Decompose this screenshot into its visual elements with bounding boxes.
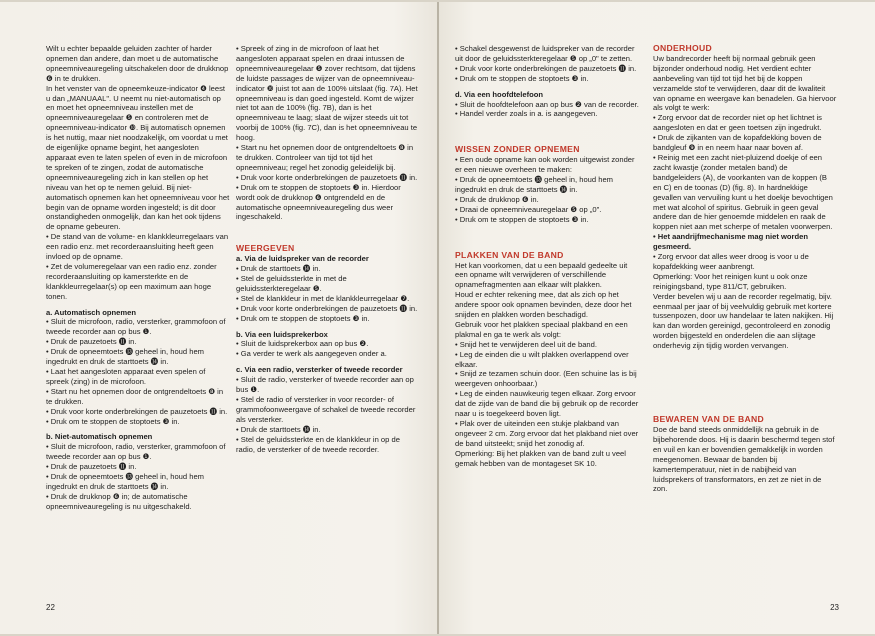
bullet-item: • Zorg ervoor dat alles weer droog is voor u de kopafdekking weer aanbrengt. xyxy=(653,252,809,271)
bullet-item: • Leg de einden nauwkeurig tegen elkaar. Zorg ervoor dat de zijde van de band die bij gebruik op de recorder naar u is toegekeerd boven ligt. xyxy=(455,389,639,419)
paragraph: Uw bandrecorder heeft bij normaal gebruik geen bijzonder onderhoud nodig. Het verdient echter aanbeveling van tijd tot tijd het bij de koppen verzamelde stof te verwijderen, daar dit de kwaliteit van opname en weergave kan benadelen. Ga hiervoor als volgt te werk: xyxy=(653,53,837,113)
section-title-plakken: PLAKKEN VAN DE BAND xyxy=(455,249,564,260)
bullet-item: • Snijd het te verwijderen deel uit de band. xyxy=(455,339,597,349)
left-column-1 xyxy=(46,44,230,512)
bullet-item: • Draai de opneemniveauregelaar ❺ op „0". xyxy=(455,204,602,214)
bullet-item: • Stel de geluidssterkte en de klankkleur in op de radio, de versterker of de tweede recorder. xyxy=(236,434,400,454)
subheading-luidsprekerbox: b. Via een luidsprekerbox xyxy=(236,329,328,339)
bullet-item: • Druk om te stoppen de stoptoets ❸ in. xyxy=(236,313,370,323)
bullet-item: • Sluit de radio, versterker of tweede recorder aan op bus ❶. xyxy=(236,375,414,395)
bullet-item: • Schakel desgewenst de luidspreker van de recorder uit door de geluidssterkteregelaar ❺ op „0" te zetten. xyxy=(455,44,635,63)
bullet-item: • Druk om te stoppen de stoptoets ❸ in. xyxy=(46,416,180,426)
bullet-item: • Druk om te stoppen de stoptoets ❸ in. xyxy=(455,214,589,224)
bullet-item: • Laat het aangesloten apparaat even spelen of spreek (zing) in de microfoon. xyxy=(46,367,206,386)
right-column-2 xyxy=(653,44,837,494)
bullet-warning: • Het aandrijfmechanisme mag niet worden gesmeerd. xyxy=(653,232,808,252)
bullet-item: • Druk om te stoppen de stoptoets ❸ in. xyxy=(455,73,589,83)
bullet-item: • Druk voor korte onderbrekingen de pauzetoets ⓫ in. xyxy=(455,63,637,73)
subheading-luidspreker: a. Via de luidspreker van de recorder xyxy=(236,254,369,264)
bullet-item: • Druk voor korte onderbrekingen de pauzetoets ⓫ in. xyxy=(46,406,228,416)
paragraph: Wilt u echter bepaalde geluiden zachter of harder opnemen dan andere, dan moet u de automatische opneemniveauregeling uitschakelen door de drukknop ❻ in te drukken. xyxy=(46,44,229,83)
bullet-item: • Sluit de luidsprekerbox aan op bus ❷. xyxy=(236,339,369,349)
bullet-item: • Sluit de microfoon, radio, versterker, grammofoon of tweede recorder aan op bus ❶. xyxy=(46,442,226,462)
bullet-item: • Plak over de uiteinden een stukje plakband van ongeveer 2 cm. Zorg ervoor dat het plakband niet over de band uitsteekt; snijd het zonodig af. xyxy=(455,419,639,448)
bullet-item: • Druk de opneemtoets ⓭ geheel in, houd hem ingedrukt en druk de starttoets ⓮ in. xyxy=(46,472,205,491)
bullet-item: • Een oude opname kan ook worden uitgewist zonder er een nieuwe overheen te maken: xyxy=(455,155,635,175)
section-title-bewaren: BEWAREN VAN DE BAND xyxy=(653,414,765,425)
bullet-item: • Druk de starttoets ⓮ in. xyxy=(236,424,321,434)
bullet-item: • Start nu het opnemen door de ontgrendeltoets ❽ in te drukken. xyxy=(46,386,224,406)
paragraph: Doe de band steeds onmiddellijk na gebruik in de bijbehorende doos. Hij is daarin beschermd tegen stof en vuil en kan er bovendien gemakkelijk in worden meegenomen. Bewaar de banden bij kamertemperatuur, niet in de nabijheid van luidsprekers of transformators, en zet ze niet in de zon. xyxy=(653,425,835,494)
bullet-item: • Druk de drukknop ❻ in. xyxy=(455,194,539,204)
section-title-weergeven: WEERGEVEN xyxy=(236,243,295,254)
bullet-item: • Druk de pauzetoets ⓫ in. xyxy=(46,337,137,347)
page-number-left: 22 xyxy=(46,603,55,612)
paragraph: Het kan voorkomen, dat u een bepaald gedeelte uit een opname wilt verwijderen of verschillende opnamefragmenten aan elkaar wilt plakken. xyxy=(455,260,628,290)
paragraph: In het venster van de opneemkeuze-indicator ❹ leest u dan „MANUAAL". U neemt nu niet-automatisch op en moet het opneemniveau instellen met de opneemniveauregelaar ❺ en controleren met de opneemniveau-indicator ❿. Bij automatisch opnemen is het nuttig, maar niet noodzakelijk, om voordat u met de eigenlijke opname begint, het aangesloten apparaat even te laten spelen of even in de microfoon te spreken of te zingen, zodat de automatische opneemniveauregeling zich in kan stellen op het niveau van het op te nemen geluid. Bij niet-automatisch opnemen kan het opneemniveau voor het begin van de opname worden ingesteld; is dit door onstandigheden onmogelijk, dan kan het ook tijdens de opname gebeuren. xyxy=(46,83,230,232)
bullet-item: • Zorg ervoor dat de recorder niet op het lichtnet is aangesloten en dat er geen toetsen zijn ingedrukt. xyxy=(653,113,822,133)
right-page xyxy=(439,2,875,634)
bullet-item: • Druk de opneemtoets ⓭ geheel in, houd hem ingedrukt en druk de starttoets ⓮ in. xyxy=(46,347,205,367)
note: Opmerking: Bij het plakken van de band zult u veel gemak hebben van de montageset SK 10. xyxy=(455,448,626,468)
paragraph: Houd er echter rekening mee, dat als zich op het andere spoor ook opnamen bevinden, deze door het snijden en plakken worden beschadigd. xyxy=(455,290,632,320)
subheading-niet-automatisch: b. Niet-automatisch opnemen xyxy=(46,432,153,442)
bullet-item: • Handel verder zoals in a. is aangegeven. xyxy=(455,109,598,119)
bullet-item: • Sluit de microfoon, radio, versterker, grammofoon of tweede recorder aan op bus ❶. xyxy=(46,317,226,337)
section-title-wissen: WISSEN ZONDER OPNEMEN xyxy=(455,144,580,155)
bullet-item: • Druk de starttoets ⓮ in. xyxy=(236,264,321,274)
paragraph: Verder bevelen wij u aan de recorder regelmatig, bijv. eenmaal per jaar of bij veelvuldig gebruik met kortere tussenpozen, door uw handelaar te laten nakijken. Hij kan dan worden gereinigd, gecontroleerd en zonodig worden bijgesteld en onderdelen die aan slijtage onderhevig zijn tijdig worden vervangen. xyxy=(653,291,834,351)
right-column-1 xyxy=(455,44,639,469)
bullet-item: • Stel de klankkleur in met de klankkleurregelaar ❼. xyxy=(236,293,410,303)
left-column-2 xyxy=(236,44,420,454)
bullet-item: • Druk voor korte onderbrekingen de pauzetoets ⓫ in. xyxy=(236,172,418,182)
subheading-hoofdtelefoon: d. Via een hoofdtelefoon xyxy=(455,89,544,99)
section-title-onderhoud: ONDERHOUD xyxy=(653,43,713,53)
note: Opmerking: Voor het reinigen kunt u ook onze reinigingsband, type 811/CT, gebruiken. xyxy=(653,271,808,291)
bullet-item: • Druk de pauzetoets ⓫ in. xyxy=(46,462,137,472)
bullet-item: • Start nu het opnemen door de ontgrendeltoets ❽ in te drukken. Controleer van tijd tot tijd het opneemniveau; regel het zonodig geleidelijk bij. xyxy=(236,143,414,172)
bullet-item: • Spreek of zing in de microfoon of laat het aangesloten apparaat spelen en draai intussen de opneemniveauregelaar ❺ zover rechtsom, dat tijdens de luidste passages de wijzer van de opneemniveau-indicator ❿ juist tot aan de 100% uitslaat (fig. 7A). Het opneemniveau is dan goed ingesteld. Komt de wijzer niet tot aan de 100% (fig. 7B), dan is het opneemniveau te laag; slaat de wijzer steeds uit tot voorbij de 100% (fig. 7C), dan is het opneemniveau te hoog. xyxy=(236,44,418,143)
left-page xyxy=(0,2,437,634)
bullet-item: • Stel de geluidssterkte in met de geluidssterkteregelaar ❺. xyxy=(236,274,347,293)
page-number-right: 23 xyxy=(830,603,839,612)
bullet-item: • Druk de zijkanten van de kopafdekking boven de bandgleuf ❾ in en neem haar naar boven af. xyxy=(653,133,822,153)
bullet-item: • Snijd ze tezamen schuin door. (Een schuine las is bij weergeven onhoorbaar.) xyxy=(455,369,637,389)
paragraph: Gebruik voor het plakken speciaal plakband en een plakmal en ga te werk als volgt: xyxy=(455,319,628,339)
bullet-item: • De stand van de volume- en klankkleurregelaars van een radio enz. met recorderaansluiting heeft geen invloed op de opname. xyxy=(46,232,229,262)
bullet-item: • Druk voor korte onderbrekingen de pauzetoets ⓫ in. xyxy=(236,303,418,313)
subheading-radio: c. Via een radio, versterker of tweede recorder xyxy=(236,365,403,375)
bullet-item: • Druk om te stoppen de stoptoets ❸ in. Hierdoor wordt ook de drukknop ❻ ontgrendeld en de automatische opneemniveauregeling dus weer ingeschakeld. xyxy=(236,182,401,222)
bullet-item: • Druk de opneemtoets ⓭ geheel in, houd hem ingedrukt en druk de starttoets ⓮ in. xyxy=(455,175,614,194)
bullet-item: • Ga verder te werk als aangegeven onder a. xyxy=(236,349,387,359)
bullet-item: • Leg de einden die u wilt plakken overlappend over elkaar. xyxy=(455,349,629,369)
subheading-automatisch: a. Automatisch opnemen xyxy=(46,307,137,317)
bullet-item: • Reinig met een zacht niet-pluizend doekje of een zacht kwastje (zonder metalen band) de bandgeleiders (A), de voorkanten van de koppen (B en C) en de toonas (D) (fig. 8). In hardnekkige gevallen van vervuiling kunt u het doekje bevochtigen met wat alcohol of spiritus. Gebruik in geen geval andere dan de hier genoemde middelen en raak de koppen niet aan met scherpe of metalen voorwerpen. xyxy=(653,152,833,232)
bullet-item: • Zet de volumeregelaar van een radio enz. zonder recorderaansluiting op kamersterkte en de klankkleurregelaar(s) op een maximum aan hoge tonen. xyxy=(46,261,217,301)
bullet-item: • Sluit de hoofdtelefoon aan op bus ❷ van de recorder. xyxy=(455,99,639,109)
bullet-item: • Druk de drukknop ❻ in; de automatische opneemniveauregeling is nu uitgeschakeld. xyxy=(46,491,192,511)
bullet-item: • Stel de radio of versterker in voor recorder- of grammofoonweergave of schakel de tweede recorder als versterker. xyxy=(236,395,416,424)
